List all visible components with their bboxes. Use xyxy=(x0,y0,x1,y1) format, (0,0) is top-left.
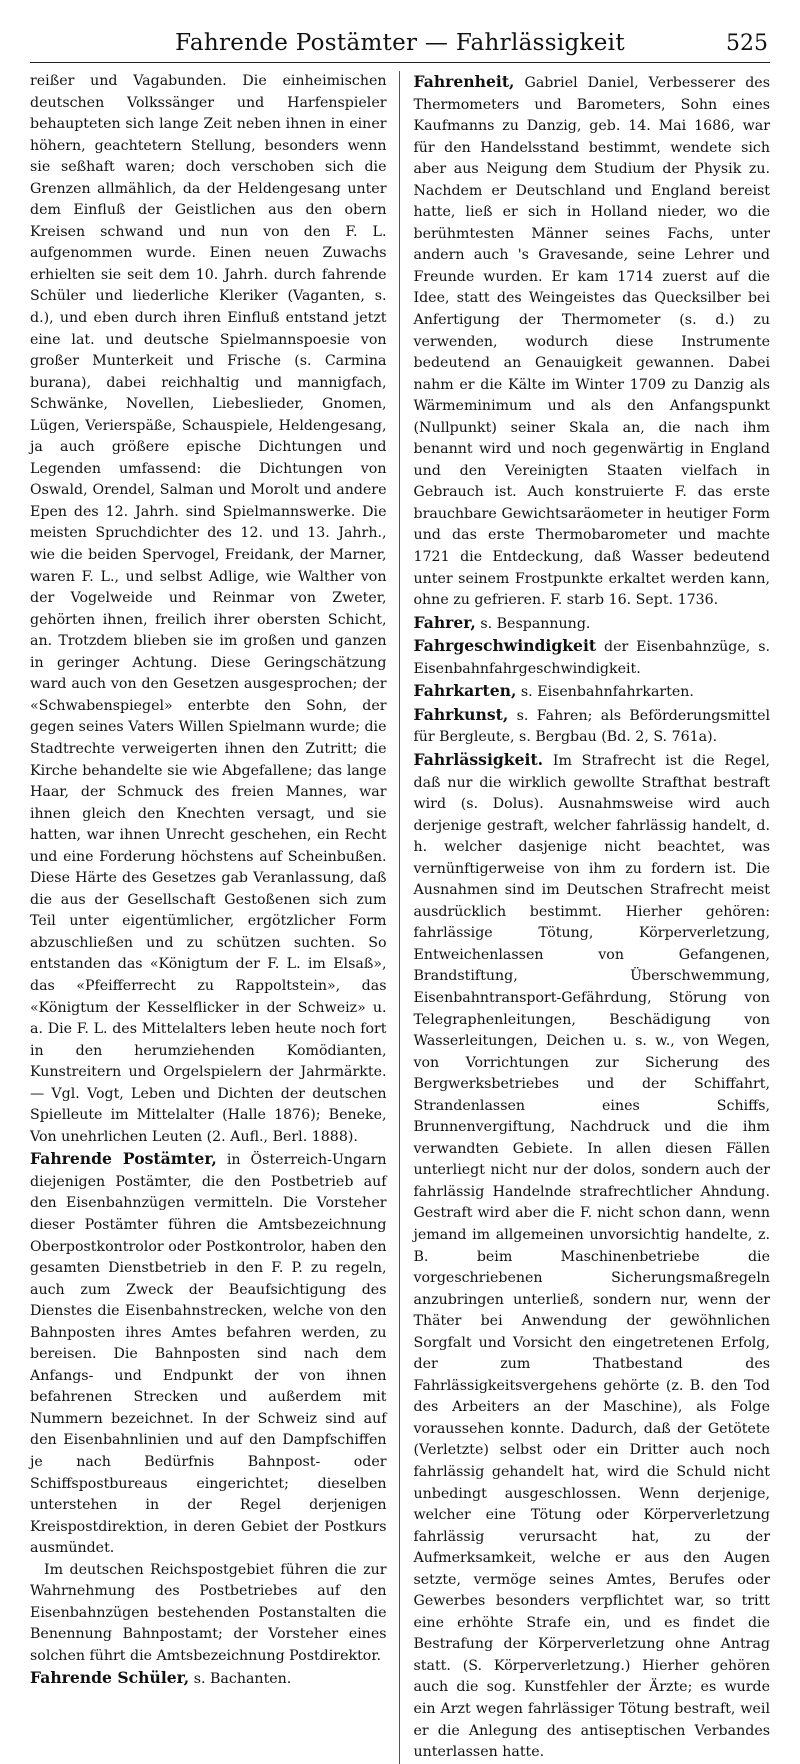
page-number: 525 xyxy=(726,31,768,56)
entry-fahrkarten xyxy=(414,680,771,704)
running-title: Fahrende Postämter — Fahrlässigkeit xyxy=(175,30,625,56)
entry-text: s. Bespannung. xyxy=(480,615,591,632)
entry-fahrenheit xyxy=(414,71,771,612)
left-column xyxy=(30,71,400,1764)
continued-entry xyxy=(30,71,387,1148)
entry-text: s. Fahren; als Beförderungsmittel für Bergleute, s. Bergbau (Bd. 2, S. 761a). xyxy=(413,707,770,746)
continued-text: reißer und Vagabunden. Die einheimischen deutschen Volkssänger und Harfenspieler behaupteten sich lange Zeit neben ihnen in einer höhern, geachtetern Stellung, besonders wenn sie seßhaft waren; doch verschoben sich die Grenzen allmählich, da der Heldengesang unter dem Einfluß der Geistlichen aus den obern Kreisen schwand und nun von den F. L. aufgenommen wurde. Einen neuen Zuwachs erhielten sie seit dem 10. Jahrh. durch fahrende Schüler und liederliche Kleriker (Vaganten, s. d.), und eben durch ihren Einfluß entstand jetzt eine lat. und deutsche Spielmannspoesie von großer Munterkeit und Frische (s. Carmina burana), dabei reichhaltig und mannigfach, Schwänke, Novellen, Liebeslieder, Gnomen, Lügen, Verierspäße, Schauspiele, Heldengesang, ja auch größere epische Dichtungen und Legenden umfassend: die Dichtungen von Oswald, Orendel, Salman und Morolt und andere Epen des 12. Jahrh. sind Spielmannswerke. Die meisten Spruchdichter des 12. und 13. Jahrh., wie die beiden Spervogel, Freidank, der Marner, waren F. L., und selbst Adlige, wie Walther von der Vogelweide und Reinmar von Zweter, gehörten ihnen, freilich ihrer obersten Schicht, an. Trotzdem blieben sie im großen und ganzen in geringer Achtung. Diese Geringschätzung ward auch von den Gesetzen ausgesprochen; der «Schwabenspiegel» enterbte den Sohn, der gegen seines Vaters Willen Spielmann wurde; die Stadtrechte verweigerten ihnen den Zutritt; die Kirche behandelte sie wie Abgefallene; das lange Haar, der Schmuck des freien Mannes, war ihnen gleich den Knechten versagt, und sie hatten, war ihnen Unrecht geschehen, ein Recht und eine Forderung höchstens auf Scheinbußen. Diese Härte des Gesetzes gab Veranlassung, daß die aus der Gesellschaft Gestoßenen sich zum Teil unter eigentümlicher, ergötzlicher Form abzuschließen und zu schützen suchten. So entstanden das «Königtum der F. L. im Elsaß», das «Pfeifferrecht zu Rappoltstein», das «Königtum der Kesselflicker in der Schweiz» u. a. Die F. L. des Mittelalters leben heute noch fort in den herumziehenden Komödianten, Kunstreitern und Orgelspielern der Jahrmärkte. — Vgl. Vogt, Leben und Dichten der deutschen Spielleute im Mittelalter (Halle 1876); Beneke, Von unehrlichen Leuten (2. Aufl., Berl. 1888). xyxy=(30,73,387,1145)
entry-text: s. Eisenbahnfahrkarten. xyxy=(520,684,694,701)
entry-headword: Fahrlässigkeit. xyxy=(413,749,544,769)
entry-text: Im deutschen Reichspostgebiet führen die zur Wahrnehmung des Postbetriebes auf den Eisenbahnzügen bestehenden Postanstalten die Benennung Bahnpostamt; der Vorsteher eines solchen führt die Amtsbezeichnung Postdirektor. xyxy=(30,1561,387,1664)
entry-headword: Fahrende Postämter, xyxy=(30,1149,217,1169)
entry-fahrkunst xyxy=(414,704,771,749)
entry-headword: Fahrkunst, xyxy=(413,704,509,724)
right-column xyxy=(400,71,771,1764)
entry-text: s. Bachanten. xyxy=(193,1671,292,1688)
entry-fahrende-schueler xyxy=(30,1667,387,1691)
page-header xyxy=(30,22,770,63)
entry-fahrlaessigkeit xyxy=(414,749,771,1764)
entry-headword: Fahrer, xyxy=(413,612,476,632)
entry-fahrgeschwindigkeit xyxy=(414,635,771,680)
entry-headword: Fahrgeschwindigkeit xyxy=(413,636,597,656)
entry-text: in Österreich-Ungarn diejenigen Postämter, die den Postbetrieb auf den Eisenbahnzügen vermitteln. Die Vorsteher dieser Postämter führen die Amtsbezeichnung Oberpostkontrolor oder Postkontrolor, haben den gesamten Dienstbetrieb in den F. P. zu regeln, auch zum Zweck der Beaufsichtigung des Dienstes die Eisenbahnstrecken, welche von den Bahnposten ihres Amtes befahren werden, zu bereisen. Die Bahnposten sind nach dem Anfangs- und Endpunkt der von ihnen befahrenen Strecken und außerdem mit Nummern bezeichnet. In der Schweiz sind auf den Eisenbahnlinien und auf den Dampfschiffen je nach Bedürfnis Bahnpost- oder Schiffspostbureaus eingerichtet; dieselben unterstehen in der Regel derjenigen Kreispostdirektion, in deren Gebiet der Postkurs ausmündet. xyxy=(30,1152,387,1557)
entry-text: Im Strafrecht ist die Regel, daß nur die wirklich gewollte Strafthat bestraft wird (s. Dolus). Ausnahmsweise wird auch derjenige gestraft, welcher fahrlässig handelt, d. h. welcher dasjenige nicht beachtet, was vernünftigerweise von ihm zu fordern ist. Die Ausnahmen sind im Deutschen Strafrecht meist ausdrücklich bestimmt. Hierher gehören: fahrlässige Tötung, Körperverletzung, Entweichenlassen von Gefangenen, Brandstiftung, Überschwemmung, Eisenbahntransport-Gefährdung, Störung von Telegraphenleitungen, Beschädigung von Wasserleitungen, Deichen u. s. w., von Wegen, von Vorrichtungen zur Sicherung des Bergwerksbetriebes und der Schiffahrt, Strandenlassen eines Schiffs, Brunnenvergiftung, Nachdruck und die ihm verwandten Gebiete. In allen diesen Fällen unterliegt nicht nur der dolos, sondern auch der fahrlässig Handelnde strafrechtlicher Ahndung. Gestraft wird aber die F. nicht schon dann, wenn jemand im allgemeinen unvorsichtig handelte, z. B. beim Maschinenbetriebe die vorgeschriebenen Sicherungsmaßregeln anzubringen unterließ, sondern nur, wenn der Thäter bei Anwendung der gewöhnlichen Sorgfalt und Vorsicht den eingetretenen Erfolg, der zum Thatbestand des Fahrlässigkeitsvergehens gehörte (z. B. den Tod des Arbeiters an der Maschine), als Folge voraussehen konnte. Dadurch, daß der Getötete (Verletzte) selbst oder ein Dritter auch noch fahrlässig gehandelt hat, wird die Schuld nicht unbedingt ausgeschlossen. Wenn derjenige, welcher eine Tötung oder Körperverletzung fahrlässig verursacht hat, zu der Aufmerksamkeit, welche er aus den Augen setzte, vermöge seines Amtes, Berufes oder Gewerbes besonders verpflichtet war, so tritt eine erhöhte Strafe ein, und es findet die Bestrafung der Körperverletzung ohne Antrag statt. (S. Körperverletzung.) Hierher gehören auch die sog. Kunstfehler der Ärzte; es wurde ein Arzt wegen fahrlässiger Tötung bestraft, weil er die Anlegung des antiseptischen Verbandes unterlassen hatte. xyxy=(413,752,770,1761)
entry-fahrer xyxy=(414,612,771,636)
entry-headword: Fahrende Schüler, xyxy=(30,1668,190,1688)
entry-headword: Fahrkarten, xyxy=(413,681,517,701)
entry-headword: Fahrenheit, xyxy=(413,72,515,91)
entry-fahrende-postaemter-paragraph xyxy=(30,1560,387,1668)
entry-fahrende-postaemter xyxy=(30,1148,387,1559)
text-columns xyxy=(30,71,770,1764)
entry-text: der Eisenbahnzüge, s. Eisenbahnfahrgeschwindigkeit. xyxy=(413,639,770,677)
entry-text: Gabriel Daniel, Verbesserer des Thermometers und Barometers, Sohn eines Kaufmanns zu Danzig, geb. 14. Mai 1686, war für den Handelsstand bestimmt, wendete sich aber aus Neigung dem Studium der Physik zu. Nachdem er Deutschland und England bereist hatte, ließ er sich in Holland nieder, wo die berühmtesten Männer seines Fachs, unter andern auch 's Gravesande, seine Lehrer und Freunde wurden. Er kam 1714 zuerst auf die Idee, statt des Weingeistes das Quecksilber bei Anfertigung der Thermometer (s. d.) zu verwenden, wodurch diese Instrumente bedeutend an Genauigkeit gewannen. Dabei nahm er die Kälte im Winter 1709 zu Danzig als Wärmeminimum und als den Anfangspunkt (Nullpunkt) seiner Skala an, die nach ihm benannt wird und noch gegenwärtig in England und den Vereinigten Staaten vielfach in Gebrauch ist. Auch konstruierte F. das erste brauchbare Gewichtsaräometer in heutiger Form und das erste Thermobarometer und machte 1721 die Entdeckung, daß Wasser bedeutend unter seinem Frostpunkte erkaltet werden kann, ohne zu gefrieren. F. starb 16. Sept. 1736. xyxy=(413,75,770,609)
